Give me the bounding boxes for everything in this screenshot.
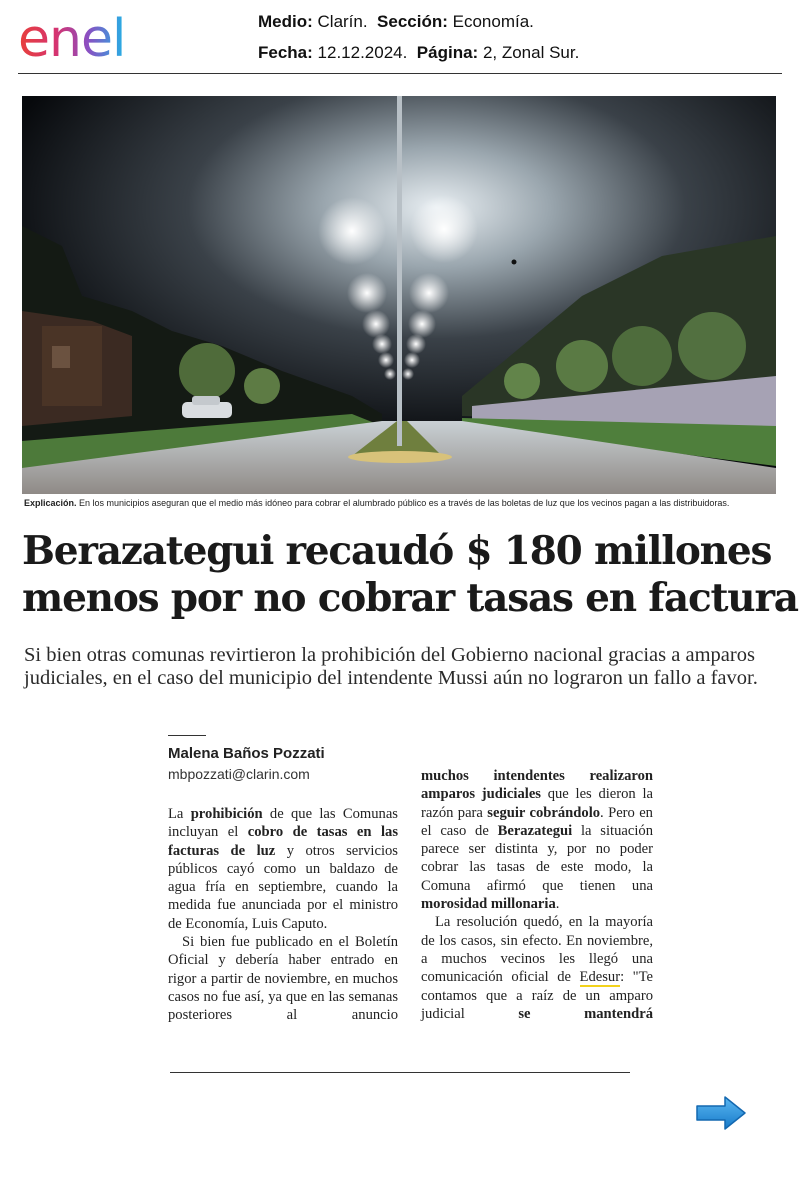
paragraph-2: Si bien fue publicado en el Boletín Oficial y debería haber entrado en rigor a partir de noviembre, en muchos casos no fue así, ya que en las semanas posteriores al anuncio [168, 934, 398, 1024]
medio-value: Clarín. [317, 12, 368, 31]
photo-caption [24, 498, 784, 508]
meta-line-2 [258, 37, 579, 68]
text-run: que les dieron la razón para [421, 786, 653, 821]
seccion-label: Sección: [377, 12, 448, 31]
bold-run: Berazategui [497, 822, 573, 839]
enel-logo [18, 10, 170, 66]
bold-run: prohibición [190, 806, 263, 822]
bold-run: muchos intendentes realizaron amparos judiciales [421, 768, 653, 803]
bold-run: seguir cobrándolo [487, 804, 601, 821]
headline-line-1: Berazategui recaudó $ 180 millones [22, 528, 772, 574]
enel-logo-icon [18, 10, 170, 66]
paragraph-3 [421, 767, 653, 913]
article-column-2 [421, 767, 653, 1023]
text-run: . Pero en el caso de [421, 804, 653, 839]
bold-run: morosidad millonaria [421, 896, 556, 913]
text-run: y otros servicios públicos cayó como un baldazo de agua fría en septiembre, cuando la medida fue anunciada por el ministro de Economía, Luis Caputo. [168, 842, 398, 932]
caption-lead: Explicación. [24, 498, 77, 508]
header-divider [18, 73, 782, 74]
article-subhead: Si bien otras comunas revirtieron la prohibición del Gobierno nacional gracias a amparos judiciales, en el caso del municipio del intendente Mussi aún no lograron un fallo a favor. [24, 644, 758, 689]
text-run: de que las Comunas incluyan el [168, 806, 398, 841]
byline-divider [168, 735, 206, 736]
fecha-value: 12.12.2024. [317, 43, 408, 62]
text-run: la situación parece ser distinta y, por no poder cobrar las tasas de este modo, la Comuna afirmó que tienen una [421, 822, 653, 894]
highlighted-run: Edesur [579, 969, 621, 986]
text-run: . [555, 896, 560, 913]
text-run: La [168, 806, 191, 822]
paragraph-1 [168, 805, 398, 933]
caption-text: En los municipios aseguran que el medio más idóneo para cobrar el alumbrado público es a través de las boletas de luz que los vecinos pagan a las distribuidoras. [76, 498, 730, 508]
article-headline [22, 528, 798, 622]
footer-divider [170, 1072, 630, 1073]
author-name: Malena Baños Pozzati [168, 745, 325, 762]
medio-label: Medio: [258, 12, 313, 31]
logo-text: enel [18, 10, 126, 66]
paragraph-4 [421, 913, 653, 1023]
article-column-1 [168, 805, 398, 1025]
seccion-value: Economía. [452, 12, 534, 31]
headline-line-2: menos por no cobrar tasas en factura [22, 575, 798, 621]
clipping-metadata [258, 6, 579, 68]
bold-run: se mantendrá [518, 1005, 653, 1022]
text-run: : "Te contamos que a raíz de un amparo judicial [421, 969, 653, 1022]
text-run: La resolución quedó, en la mayoría de los casos, sin efecto. En noviembre, a muchos vecinos les llegó una comunicación oficial de [421, 914, 653, 986]
pagina-value: 2, Zonal Sur. [482, 43, 580, 62]
pagina-label: Página: [416, 43, 479, 62]
street-lights-photo [22, 96, 776, 494]
right-arrow-icon[interactable] [695, 1095, 747, 1131]
fecha-label: Fecha: [258, 43, 313, 62]
meta-line-1 [258, 6, 579, 37]
author-email: mbpozzati@clarin.com [168, 766, 310, 782]
next-page-button[interactable] [695, 1095, 747, 1131]
bold-run: cobro de tasas en las facturas de luz [168, 824, 398, 859]
